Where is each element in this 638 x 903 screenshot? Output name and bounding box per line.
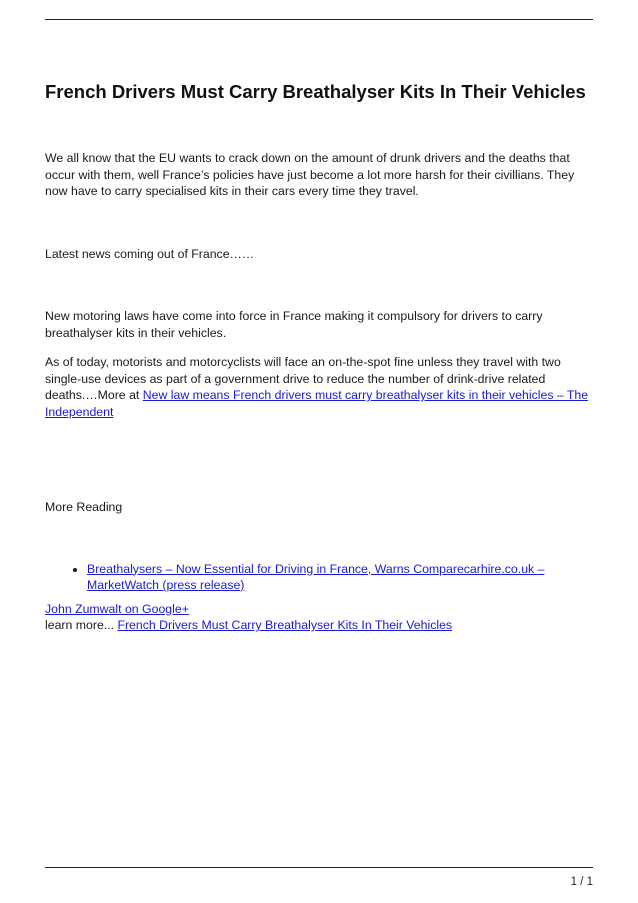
learn-more-prefix: learn more... — [45, 618, 118, 632]
today-text: As of today, motorists and motorcyclists will face an on-the-spot fine unless they travel with two single-use devices as part of a government drive to reduce the number of drink-drive related deaths.…More at — [45, 355, 561, 402]
reading-list — [45, 561, 593, 594]
author-paragraph — [45, 601, 593, 618]
author-google-link[interactable]: John Zumwalt on Google+ — [45, 601, 189, 616]
marketwatch-link[interactable]: Breathalysers – Now Essential for Driving in France, Warns Comparecarhire.co.uk – MarketWatch (press release) — [87, 561, 545, 592]
more-reading-heading: More Reading — [45, 500, 123, 514]
new-laws-paragraph: New motoring laws have come into force in France making it compulsory for drivers to carry breathalyser kits in their vehicles. — [45, 309, 543, 340]
latest-news-paragraph: Latest news coming out of France…… — [45, 246, 255, 261]
header-rule — [45, 19, 593, 20]
intro-paragraph: We all know that the EU wants to crack down on the amount of drunk drivers and the deaths that occur with them, well France’s policies have just become a lot more harsh for their civillians. They now have to carry specialised kits in their cars every time they travel. — [45, 151, 575, 198]
footer-rule — [45, 867, 593, 868]
list-item — [87, 561, 593, 594]
page-number: 1 / 1 — [570, 876, 593, 888]
article-body — [45, 80, 593, 634]
learn-more-link[interactable]: French Drivers Must Carry Breathalyser Kits In Their Vehicles — [117, 618, 453, 632]
today-paragraph — [45, 354, 593, 420]
article-title: French Drivers Must Carry Breathalyser Kits In Their Vehicles — [45, 81, 586, 102]
learn-more-paragraph — [45, 617, 593, 634]
independent-article-link[interactable]: New law means French drivers must carry breathalyser kits in their vehicles – The Independent — [45, 388, 589, 419]
